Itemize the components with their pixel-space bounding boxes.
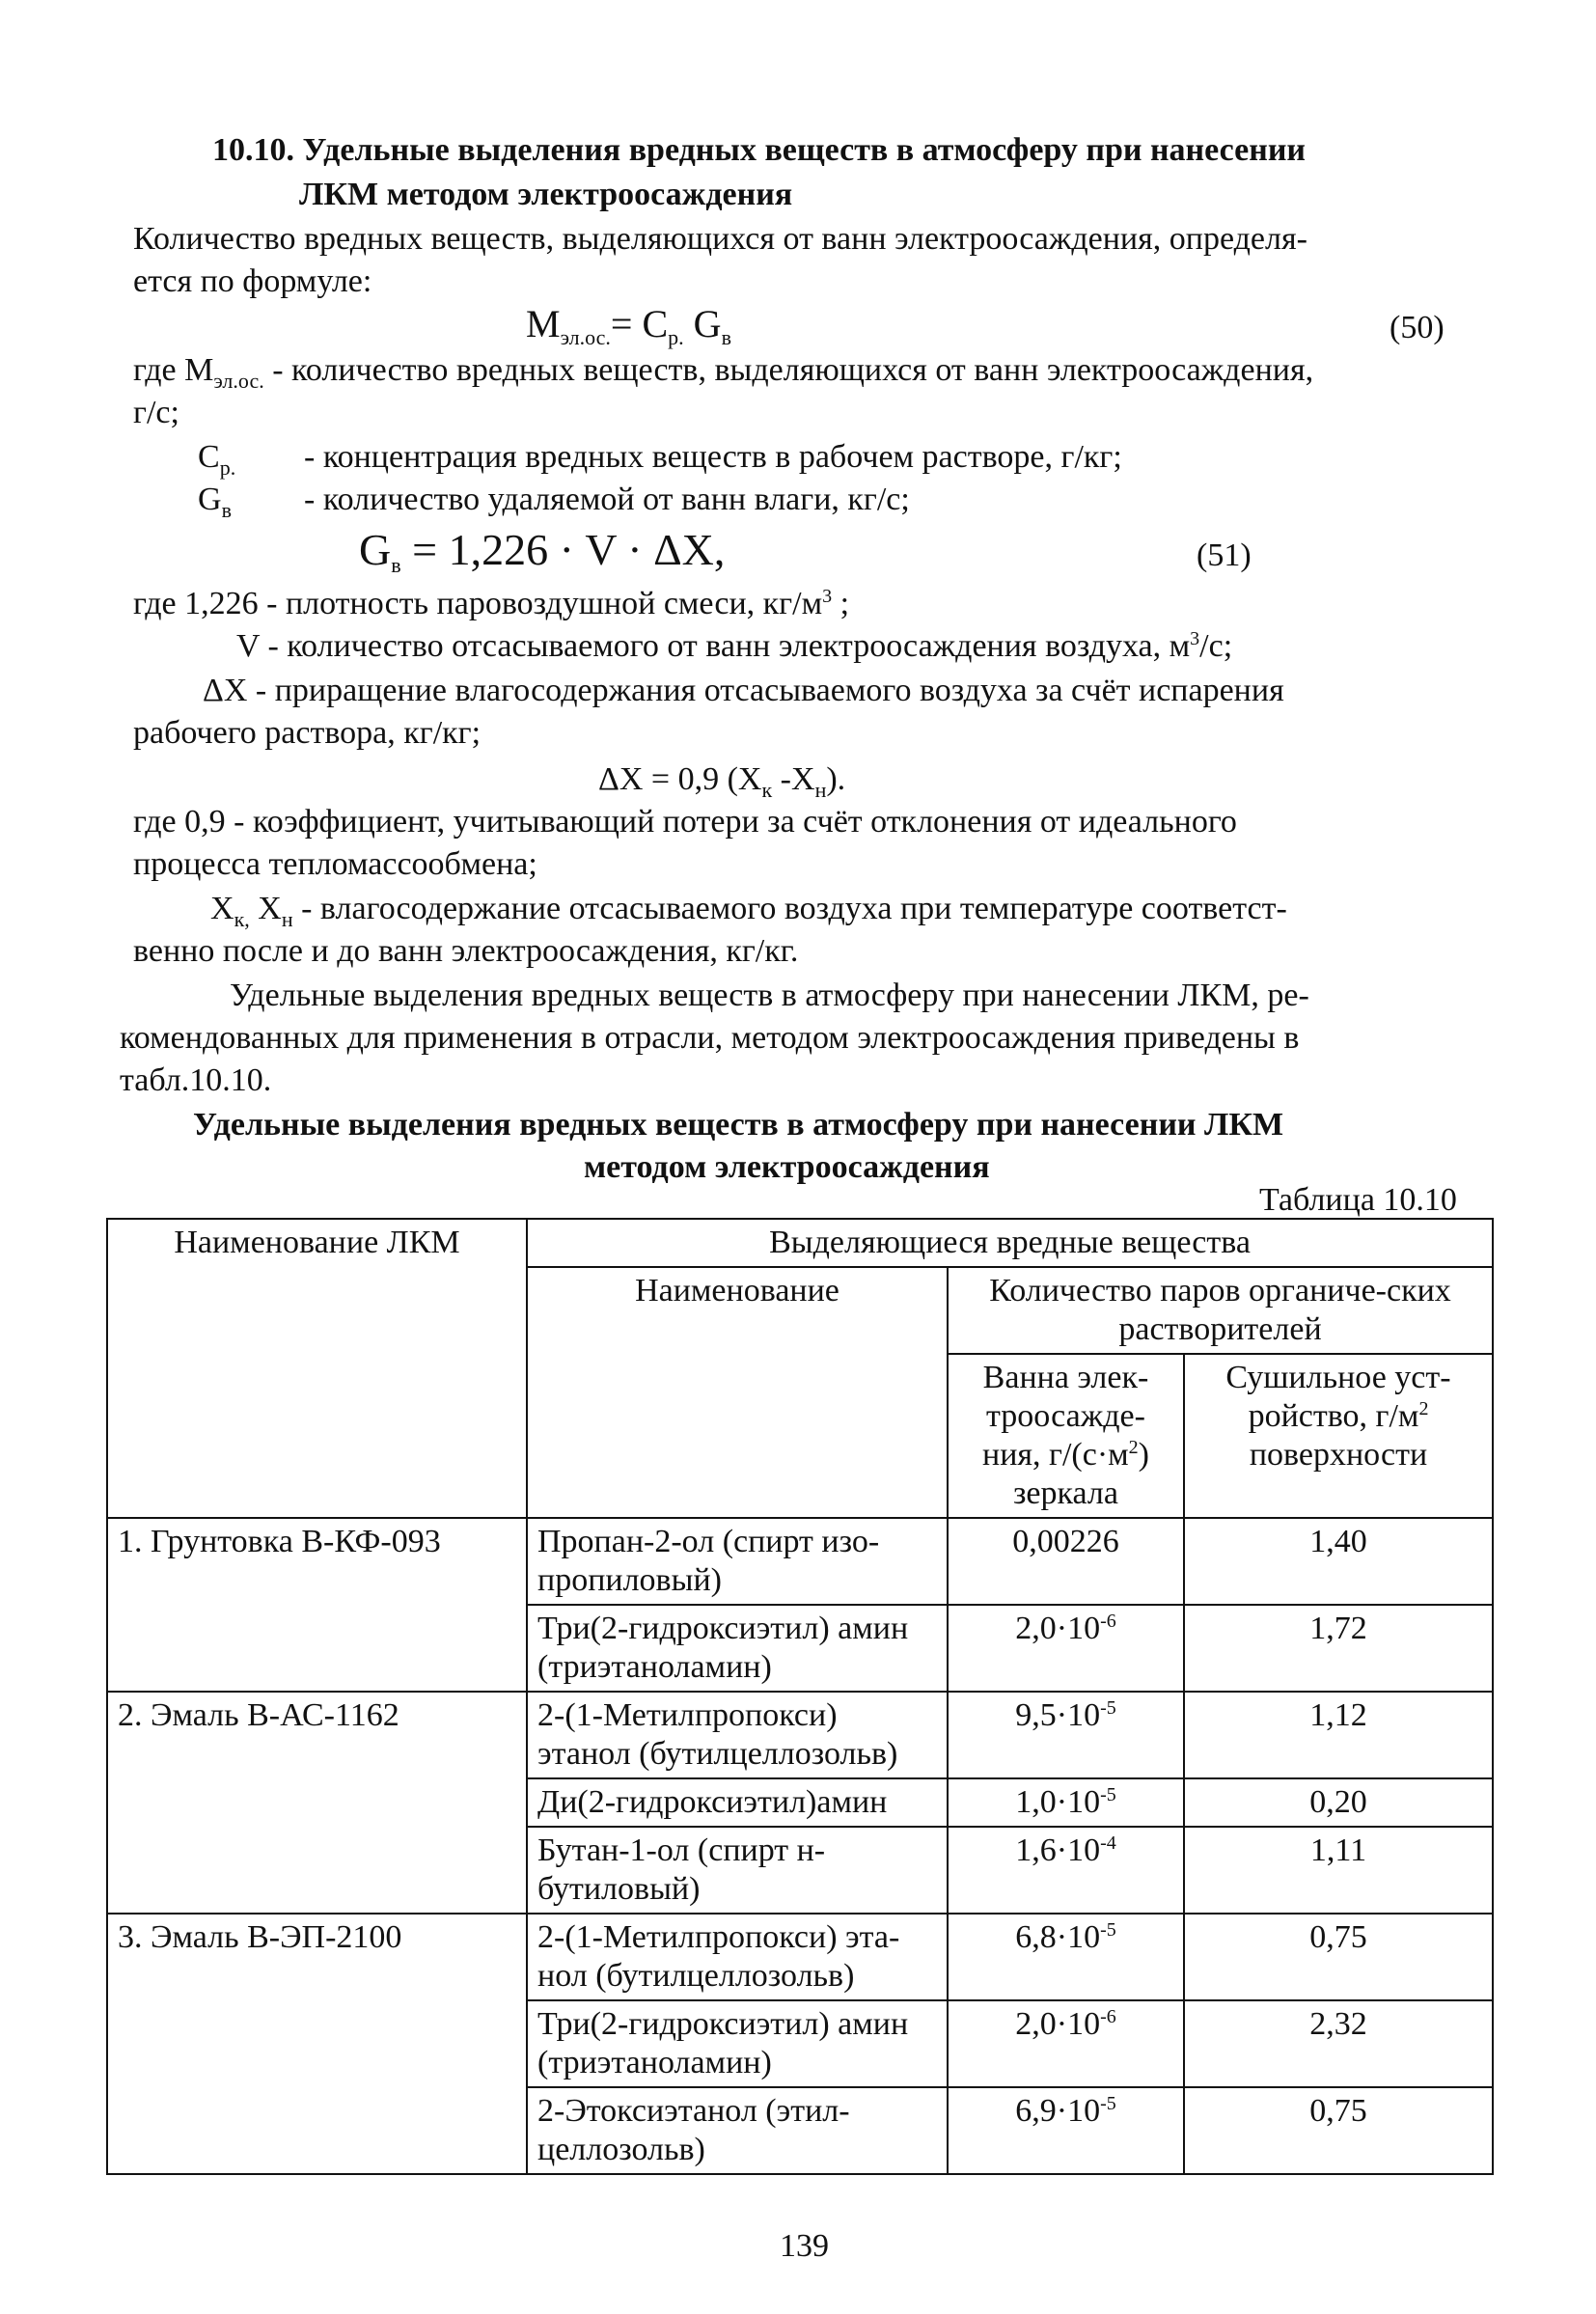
dryer-value-cell: 1,12 (1184, 1692, 1493, 1778)
dryer-value-cell: 1,72 (1184, 1605, 1493, 1692)
table-title-line1: Удельные выделения вредных веществ в атмосферу при нанесении ЛКМ (193, 1107, 1284, 1143)
def-gv-symbol: $G_в$ (198, 482, 232, 522)
dryer-value-cell: 2,32 (1184, 2000, 1493, 2087)
where-coefficient-line2: процесса тепломассообмена; (133, 846, 537, 882)
bath-value-cell: $1,6\cdot 10^{-4}$ (948, 1827, 1184, 1914)
where-density: где 1,226 - плотность паровоздушной смеси, $кг/м^3$ ; (133, 586, 850, 621)
table-label: Таблица 10.10 (1259, 1182, 1457, 1218)
dryer-value-cell: 0,20 (1184, 1778, 1493, 1827)
table-row (107, 1518, 1493, 1605)
formula-50: $М_{эл.ос.}= С_{р.}$ $G_в$ (526, 302, 731, 349)
header-dryer: Сушильное уст-ройство, $г/м^2$ поверхности (1184, 1354, 1493, 1518)
table-row (107, 1692, 1493, 1778)
page-number: 139 (780, 2228, 829, 2264)
table-row (107, 1914, 1493, 2000)
lkm-name-cell: 1. Грунтовка В-КФ-093 (107, 1518, 527, 1692)
def-cp-text: - концентрация вредных веществ в рабочем растворе, г/кг; (304, 439, 1122, 475)
where-m-definition: где $М_{эл.ос.}$ - количество вредных веществ, выделяющихся от ванн электроосаждения, (133, 352, 1314, 393)
lkm-name-cell: 3. Эмаль В-ЭП-2100 (107, 1914, 527, 2174)
substance-cell: Три(2-гидроксиэтил) амин (триэтаноламин) (527, 1605, 948, 1692)
where-m-unit: г/с; (133, 395, 179, 430)
bath-value-cell: 0,00226 (948, 1518, 1184, 1605)
intro-line2: ется по формуле: (133, 263, 372, 299)
where-coefficient-line1: где 0,9 - коэффициент, учитывающий потери за счёт отклонения от идеального (133, 804, 1237, 840)
substance-cell: Бутан-1-ол (спирт н-бутиловый) (527, 1827, 948, 1914)
header-bath: Ванна элек-троосажде-ния, $г/(с\cdot м^2)$ зеркала (948, 1354, 1184, 1518)
paragraph-line2: комендованных для применения в отрасли, методом электроосаждения приведены в (120, 1020, 1300, 1056)
formula-51-number: (51) (1197, 537, 1252, 573)
section-heading-line1: 10.10. Удельные выделения вредных веществ в атмосферу при нанесении (212, 132, 1307, 168)
section-heading-line2: ЛКМ методом электроосаждения (299, 177, 793, 212)
substance-cell: Пропан-2-ол (спирт изо-пропиловый) (527, 1518, 948, 1605)
substance-cell: Три(2-гидроксиэтил) амин (триэтаноламин) (527, 2000, 948, 2087)
def-dx-line2: рабочего раствора, кг/кг; (133, 715, 482, 751)
def-dx-line1: ΔX - приращение влагосодержания отсасываемого воздуха за счёт испарения (203, 673, 1284, 708)
header-lkm-name: Наименование ЛКМ (107, 1219, 527, 1518)
bath-value-cell: $6,8\cdot 10^{-5}$ (948, 1914, 1184, 2000)
def-v: V - количество отсасываемого от ванн электроосаждения воздуха, $м^3/с$; (236, 628, 1233, 664)
def-cp-symbol: $С_{р.}$ (198, 439, 236, 480)
def-xk-line2: венно после и до ванн электроосаждения, кг/кг. (133, 933, 799, 969)
bath-value-cell: $6,9\cdot 10^{-5}$ (948, 2087, 1184, 2174)
header-vapor-quantity: Количество паров органиче-ских растворителей (948, 1267, 1493, 1354)
header-substance-name: Наименование (527, 1267, 948, 1518)
intro-line1: Количество вредных веществ, выделяющихся от ванн электроосаждения, определя- (133, 221, 1307, 257)
substance-cell: 2-(1-Метилпропокси) эта-нол (бутилцеллозольв) (527, 1914, 948, 2000)
substance-cell: 2-Этоксиэтанол (этил-целлозольв) (527, 2087, 948, 2174)
formula-dx: ΔX = 0,9 ($X_к$ $-X_н$). (598, 761, 846, 802)
lkm-name-cell: 2. Эмаль В-АС-1162 (107, 1692, 527, 1914)
bath-value-cell: $1,0\cdot 10^{-5}$ (948, 1778, 1184, 1827)
table-title-line2: методом электроосаждения (584, 1149, 990, 1185)
def-gv-text: - количество удаляемой от ванн влаги, кг/с; (304, 482, 910, 517)
def-xk-line1: $X_{к,}$ $X_н$ - влагосодержание отсасываемого воздуха при температуре соответст- (210, 891, 1287, 931)
header-substances-group: Выделяющиеся вредные вещества (527, 1219, 1493, 1267)
substance-cell: 2-(1-Метилпропокси) этанол (бутилцеллозольв) (527, 1692, 948, 1778)
dryer-value-cell: 1,11 (1184, 1827, 1493, 1914)
paragraph-line1: Удельные выделения вредных веществ в атмосферу при нанесении ЛКМ, ре- (230, 978, 1309, 1013)
bath-value-cell: $9,5\cdot 10^{-5}$ (948, 1692, 1184, 1778)
bath-value-cell: $2,0\cdot 10^{-6}$ (948, 2000, 1184, 2087)
emissions-table (106, 1218, 1494, 2175)
dryer-value-cell: 0,75 (1184, 2087, 1493, 2174)
paragraph-line3: табл.10.10. (120, 1062, 272, 1098)
dryer-value-cell: 0,75 (1184, 1914, 1493, 2000)
dryer-value-cell: 1,40 (1184, 1518, 1493, 1605)
substance-cell: Ди(2-гидроксиэтил)амин (527, 1778, 948, 1827)
formula-51: $G_в = 1,226 \cdot V \cdot \Delta X$, (359, 525, 726, 577)
bath-value-cell: $2,0\cdot 10^{-6}$ (948, 1605, 1184, 1692)
formula-50-number: (50) (1390, 310, 1445, 345)
